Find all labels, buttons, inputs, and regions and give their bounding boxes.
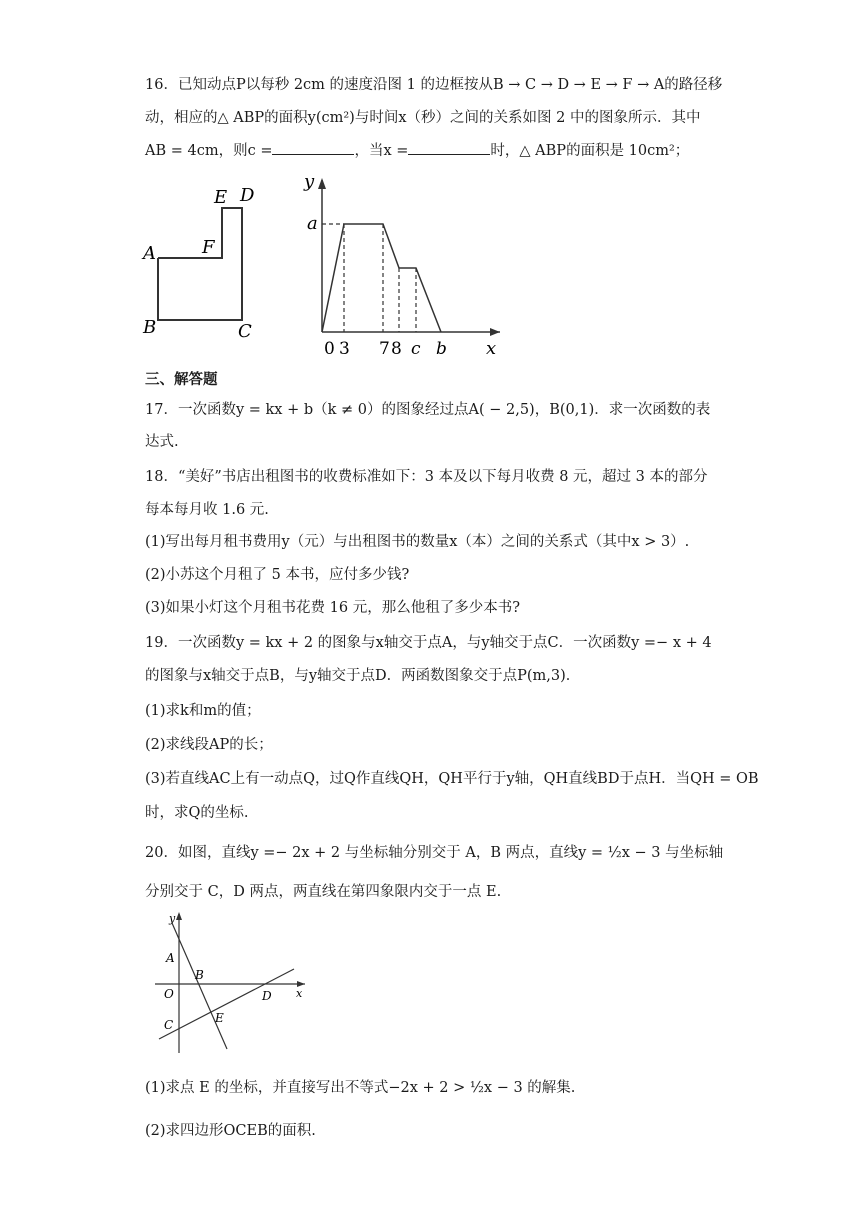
a-label: a — [307, 213, 318, 234]
tick-b: b — [436, 339, 447, 359]
fig3-label-B: B — [195, 968, 204, 982]
q16-line-2: 动，相应的△ ABP的面积y(cm²)与时间x（秒）之间的关系如图 2 中的图象所示．其中 — [145, 110, 701, 126]
q20-line-1: 20．如图，直线y =− 2x + 2 与坐标轴分别交于 A，B 两点，直线y = ½x − 3 与坐标轴 — [145, 845, 724, 861]
fig3-label-D: D — [262, 989, 272, 1003]
axis-x-label: x — [486, 338, 497, 359]
label-B: B — [143, 317, 157, 338]
section-heading: 三、解答题 — [145, 371, 218, 388]
q20-part-2: (2)求四边形OCEB的面积. — [145, 1123, 316, 1139]
q18-part-2: (2)小苏这个月租了 5 本书，应付多少钱? — [145, 567, 410, 583]
figure-3-coordinate-graph — [145, 908, 315, 1058]
q16-line-3-a: AB = 4cm，则c = — [145, 143, 273, 159]
tick-3: 3 — [339, 339, 350, 359]
fig3-label-O: O — [164, 987, 174, 1001]
q19-line-2: 的图象与x轴交于点B，与y轴交于点D．两函数图象交于点P(m,3)． — [145, 668, 581, 684]
origin-label: 0 — [324, 339, 335, 359]
q20-part-1: (1)求点 E 的坐标，并直接写出不等式−2x + 2 > ½x − 3 的解集. — [145, 1080, 576, 1096]
q18-part-3: (3)如果小灯这个月租书花费 16 元，那么他租了多少本书? — [145, 600, 520, 616]
q19-part-1: (1)求k和m的值； — [145, 703, 261, 719]
answer-blank-c — [272, 140, 354, 155]
fig3-label-x: x — [296, 987, 303, 1000]
tick-8: 8 — [391, 339, 402, 359]
q18-part-1: (1)写出每月租书费用y（元）与出租图书的数量x（本）之间的关系式（其中x > 3）. — [145, 534, 690, 550]
fig3-label-A: A — [166, 951, 175, 965]
q19-line-1: 19．一次函数y = kx + 2 的图象与x轴交于点A，与y轴交于点C．一次函数y =− x + 4 — [145, 635, 712, 651]
label-A: A — [143, 243, 156, 264]
q18-line-2: 每本每月收 1.6 元. — [145, 502, 269, 518]
q16-line-3-c: 时，△ ABP的面积是 10cm²； — [490, 143, 690, 159]
q19-part-2: (2)求线段AP的长； — [145, 737, 273, 753]
fig3-label-C: C — [164, 1018, 174, 1032]
axis-y-label: y — [304, 171, 315, 192]
tick-7: 7 — [379, 339, 390, 359]
q16-line-3 — [145, 140, 689, 161]
q19-part-3: (3)若直线AC上有一动点Q，过Q作直线QH，QH平行于y轴，QH直线BD于点H．当QH = OB — [145, 771, 759, 787]
q19-part-3-cont: 时，求Q的坐标. — [145, 805, 249, 821]
figure-1-frame — [140, 180, 270, 340]
q17-line-1: 17．一次函数y = kx + b（k ≠ 0）的图象经过点A( − 2,5)，B(0,1)．求一次函数的表 — [145, 402, 711, 418]
label-D: D — [240, 185, 255, 206]
q16-line-1: 16．已知动点P以每秒 2cm 的速度沿图 1 的边框按从B → C → D → E → F → A的路径移 — [145, 77, 723, 93]
q17-line-2: 达式. — [145, 434, 179, 450]
label-F: F — [202, 237, 215, 258]
tick-c: c — [411, 339, 421, 359]
fig3-label-y: y — [169, 912, 176, 925]
q20-line-2: 分别交于 C，D 两点，两直线在第四象限内交于一点 E. — [145, 884, 502, 900]
figure-2-graph — [290, 168, 510, 360]
fig3-label-E: E — [215, 1011, 224, 1025]
label-E: E — [214, 187, 228, 208]
answer-blank-x — [408, 140, 490, 155]
q16-line-3-b: ，当x = — [354, 143, 409, 159]
q18-line-1: 18．“美好”书店出租图书的收费标准如下：3 本及以下每月收费 8 元，超过 3 本的部分 — [145, 469, 708, 485]
label-C: C — [238, 321, 252, 340]
